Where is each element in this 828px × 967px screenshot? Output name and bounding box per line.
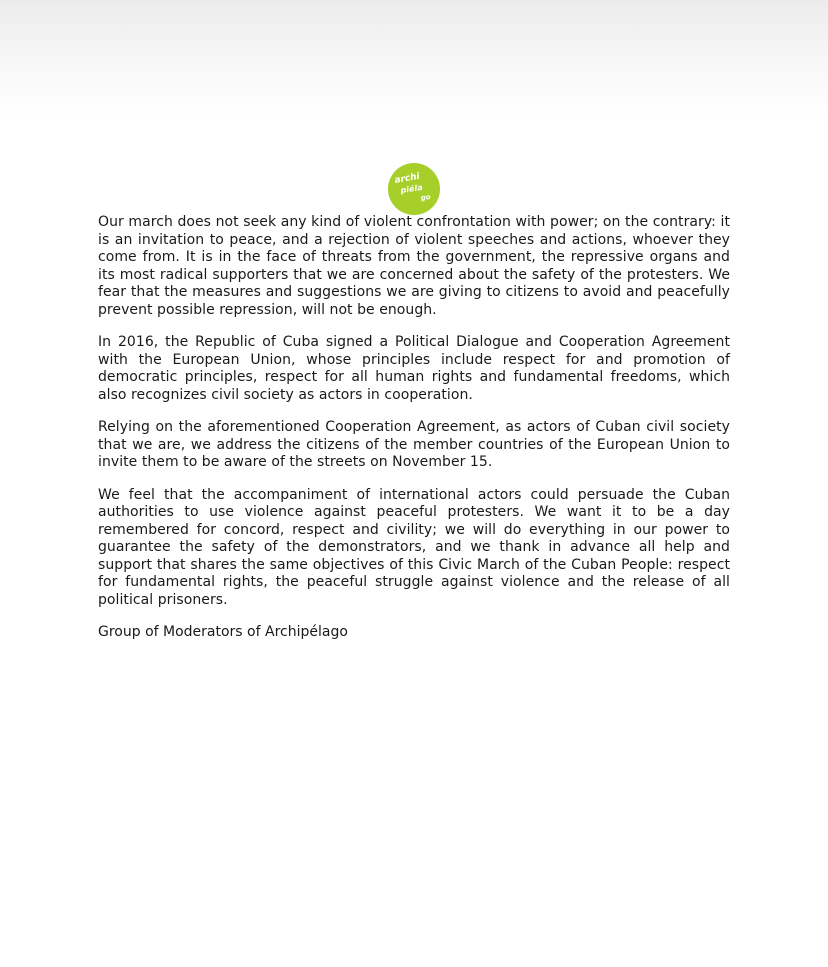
top-shade [0, 0, 828, 120]
signature: Group of Moderators of Archipélago [98, 624, 348, 640]
letter-body [98, 214, 730, 642]
paragraph-2: In 2016, the Republic of Cuba signed a Political Dialogue and Cooperation Agreement with the European Union, whose principles include respect for and promotion of democratic principles, respect for all human rights and fundamental freedoms, which also recognizes civil society as actors in cooperation. [98, 334, 730, 403]
svg-text:archi: archi [393, 171, 421, 186]
svg-text:piéla: piéla [400, 182, 424, 195]
archipielago-logo [388, 163, 440, 215]
paragraph-1: Our march does not seek any kind of violent confrontation with power; on the contrary: it is an invitation to peace, and a rejection of violent speeches and actions, whoever they come from. It is in the face of threats from the government, the repressive organs and its most radical supporters that we are concerned about the safety of the protesters. We fear that the measures and suggestions we are giving to citizens to avoid and peacefully prevent possible repression, will not be enough. [98, 214, 730, 318]
archipielago-logo-mark [388, 163, 440, 215]
paragraph-4: We feel that the accompaniment of international actors could persuade the Cuban authorities to use violence against peaceful protesters. We want it to be a day remembered for concord, respect and civility; we will do everything in our power to guarantee the safety of the demonstrators, and we thank in advance all help and support that shares the same objectives of this Civic March of the Cuban People: respect for fundamental rights, the peaceful struggle against violence and the release of all political prisoners. [98, 486, 730, 608]
svg-text:go: go [420, 193, 431, 202]
paragraph-3: Relying on the aforementioned Cooperation Agreement, as actors of Cuban civil society that we are, we address the citizens of the member countries of the European Union to invite them to be aware of the streets on November 15. [98, 419, 730, 470]
